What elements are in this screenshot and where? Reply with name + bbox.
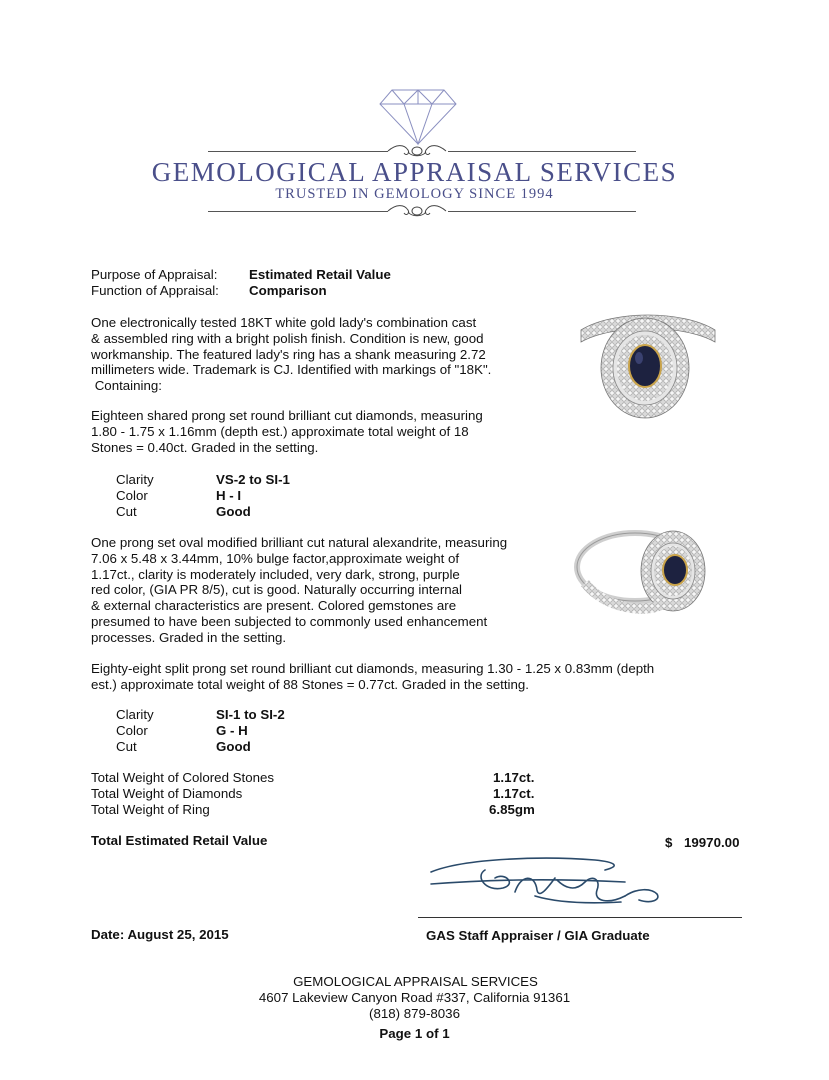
function-label: Function of Appraisal: (91, 283, 219, 298)
appraiser-title: GAS Staff Appraiser / GIA Graduate (426, 928, 650, 943)
appraisal-date: Date: August 25, 2015 (91, 927, 229, 942)
footer-address: 4607 Lakeview Canyon Road #337, California 91361 (258, 990, 571, 1005)
grade-label: Clarity (116, 707, 154, 722)
ring-side-view-image (565, 513, 715, 621)
function-value: Comparison (249, 283, 327, 298)
page-number: Page 1 of 1 (379, 1026, 450, 1041)
retail-currency: $ (665, 835, 673, 850)
company-tagline: TRUSTED IN GEMOLOGY SINCE 1994 (275, 186, 554, 202)
total-value: 1.17ct. (493, 770, 535, 785)
grade-value: SI-1 to SI-2 (216, 707, 285, 722)
footer-company: GEMOLOGICAL APPRAISAL SERVICES (293, 974, 538, 989)
header-rule-bottom-right (448, 211, 636, 212)
total-value: 6.85gm (489, 802, 535, 817)
grade-value: H - I (216, 488, 242, 503)
grade-value: VS-2 to SI-1 (216, 472, 290, 487)
total-label: Total Weight of Colored Stones (91, 770, 275, 785)
signature-line (418, 917, 742, 918)
grade-value: Good (216, 739, 251, 754)
retail-value-label: Total Estimated Retail Value (91, 833, 268, 848)
ring-top-view-image (573, 300, 723, 420)
melee-description: Eighty-eight split prong set round brilliant cut diamonds, measuring 1.30 - 1.25 x 0.83mm (depth est.) approximate total weight of 88 Stones = 0.77ct. Graded in the setting. (91, 661, 655, 692)
item-description: One electronically tested 18KT white gold lady's combination cast & assembled ring with a bright polish finish. Condition is new, good workmanship. The featured lady's ring has a shank measuring 2.72 millimeters wide. Trademark is CJ. Identified with markings of "18K". Containing: (91, 315, 492, 394)
purpose-label: Purpose of Appraisal: (91, 267, 218, 282)
purpose-value: Estimated Retail Value (249, 267, 391, 282)
header-rule-top-right (448, 151, 636, 152)
diamond-logo-icon (378, 88, 458, 146)
total-label: Total Weight of Diamonds (91, 786, 243, 801)
retail-amount: 19970.00 (684, 835, 740, 850)
header-rule-bottom (208, 211, 388, 212)
appraiser-signature-icon (425, 852, 675, 918)
footer-phone: (818) 879-8036 (369, 1006, 460, 1021)
ornament-flourish-icon (386, 202, 448, 220)
grade-value: G - H (216, 723, 248, 738)
header-rule-top (208, 151, 388, 152)
company-title: GEMOLOGICAL APPRAISAL SERVICES (151, 157, 678, 187)
alexandrite-description: One prong set oval modified brilliant cut natural alexandrite, measuring 7.06 x 5.48 x 3.44mm, 10% bulge factor,approximate weight of 1.17ct., clarity is moderately included, very dark, strong, purple red color, (GIA PR 8/5), cut is good. Naturally occurring internal & external characteristics are present. Colored gemstones are presumed to have been subjected to commonly used enhancement processes. Graded in the setting. (91, 535, 508, 645)
total-label: Total Weight of Ring (91, 802, 210, 817)
grade-label: Color (116, 723, 148, 738)
grade-value: Good (216, 504, 251, 519)
diamonds-description: Eighteen shared prong set round brilliant cut diamonds, measuring 1.80 - 1.75 x 1.16mm (depth est.) approximate total weight of 18 Stones = 0.40ct. Graded in the setting. (91, 408, 483, 455)
grade-label: Cut (116, 504, 137, 519)
total-value: 1.17ct. (493, 786, 535, 801)
grade-label: Color (116, 488, 148, 503)
grade-label: Clarity (116, 472, 154, 487)
grade-label: Cut (116, 739, 137, 754)
